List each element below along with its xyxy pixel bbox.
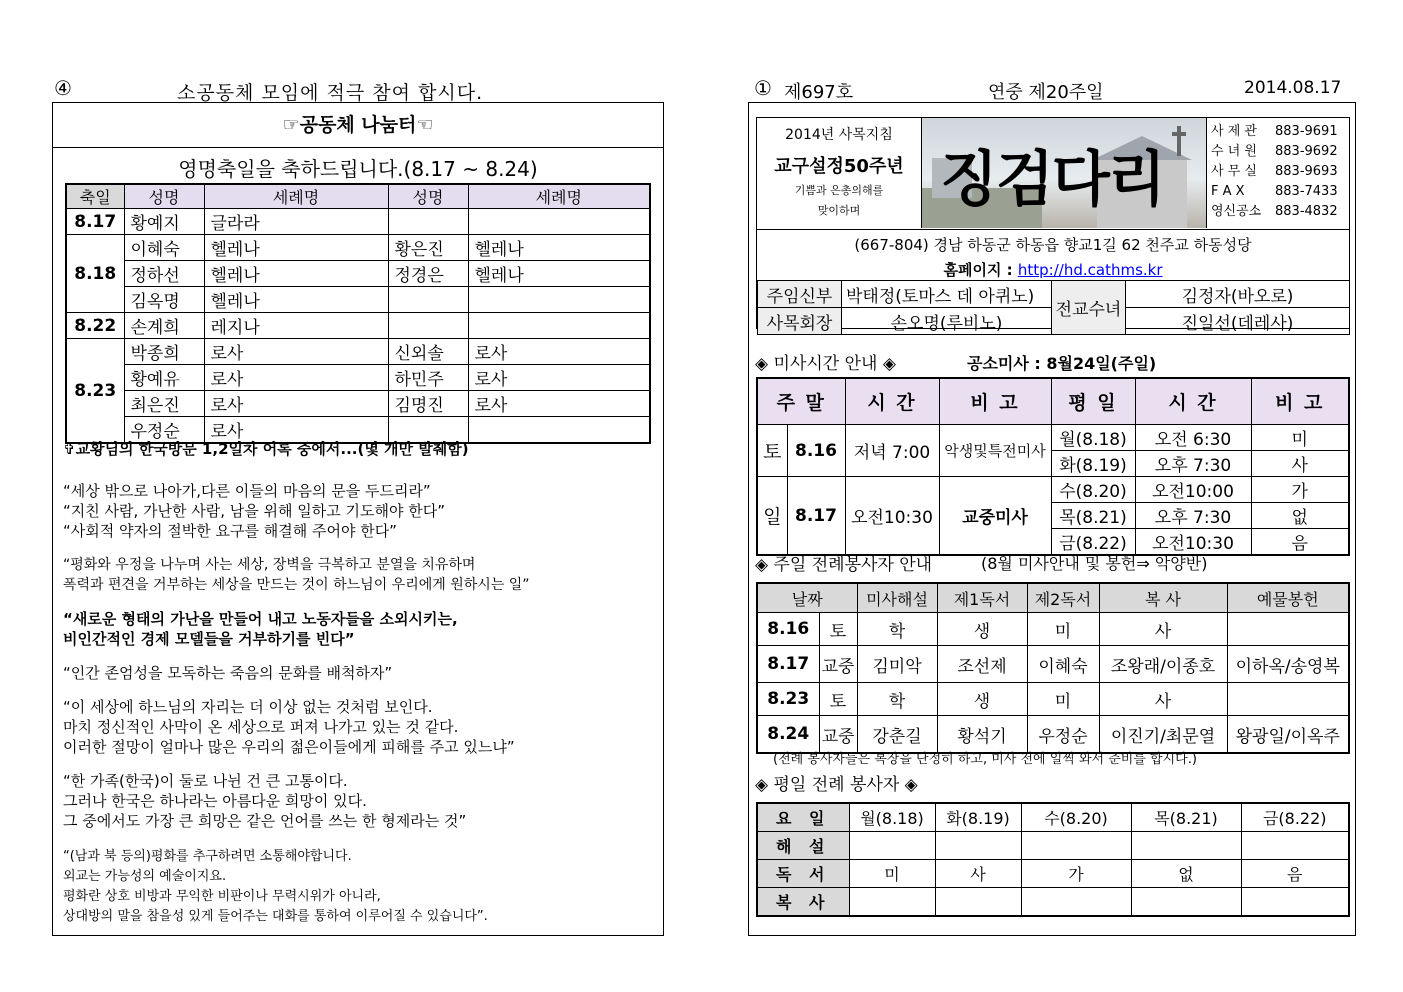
name-cell: 박종희 [124, 339, 204, 365]
col-header: 비 고 [1251, 378, 1349, 425]
quote-line: “한 가족(한국)이 둘로 나뉜 건 큰 고통이다. [63, 772, 348, 790]
contact-row: F A X 883-7433 [1211, 184, 1338, 199]
quote-line: 외교는 가능성의 예술이지요. [63, 869, 227, 884]
community-section [52, 102, 664, 936]
duty-day: 토 [819, 683, 857, 716]
table-row [757, 832, 1349, 860]
name-cell: 김명진 [388, 391, 468, 417]
col-header: 제2독서 [1027, 583, 1099, 613]
pastoral-motto [757, 118, 922, 228]
col-header: 성명 [124, 184, 204, 209]
feast-date: 8.18 [66, 235, 124, 313]
bulletin-logo: 징검다리 [940, 145, 1164, 215]
quote-line: 그 중에서도 가장 큰 희망은 같은 언어를 쓰는 한 형제라는 것” [63, 812, 467, 830]
duty-cell: 사 [1099, 683, 1227, 716]
council-label: 사목회장 [758, 308, 842, 335]
duty-cell: 조선제 [937, 646, 1027, 683]
quote-line: 이러한 절망이 얼마나 많은 우리의 젊은이들에게 피해를 주고 있느냐” [63, 738, 515, 756]
duty-day: 교중 [819, 716, 857, 754]
duty-cell: 생 [937, 613, 1027, 646]
duty-cell: 왕광일/이옥주 [1227, 716, 1349, 754]
table-row [757, 613, 1349, 646]
nun-label: 전교수녀 [1052, 281, 1126, 335]
table-row [757, 646, 1349, 683]
col-header: 미사해설 [857, 583, 937, 613]
contact-row: 사 무 실 883-9693 [1211, 164, 1338, 179]
quote-line: 평화란 상호 비방과 무익한 비판이나 무력시위가 아니라, [63, 889, 381, 904]
weekend-date: 8.16 [787, 425, 845, 477]
weekday-time: 오전10:30 [1135, 529, 1251, 556]
weekday-time: 오전 6:30 [1135, 425, 1251, 451]
motto-sub: 기쁨과 은총의해를 [794, 184, 884, 197]
quote-line: 비인간적인 경제 모델들을 거부하기를 빈다” [63, 630, 355, 648]
masthead [756, 117, 1350, 334]
row-label: 복 사 [757, 888, 849, 917]
issue-number: 제697호 [784, 82, 854, 103]
duty-cell [935, 888, 1021, 917]
col-header: 세례명 [204, 184, 388, 209]
quote-line: 마치 정신적인 사막이 온 세상으로 퍼져 나가고 있는 것 같다. [63, 718, 459, 736]
duty-cell [849, 832, 935, 860]
table-row [66, 235, 650, 261]
table-row [757, 683, 1349, 716]
duty-cell: 강춘길 [857, 716, 937, 754]
weekend-day: 일 [757, 477, 787, 556]
weekday-label: 월(8.18) [1051, 425, 1135, 451]
nun-name: 김정자(바오로) [1126, 281, 1350, 308]
duty-date: 8.23 [757, 683, 819, 716]
name-cell: 정경은 [388, 261, 468, 287]
duty-cell: 음 [1241, 860, 1349, 888]
col-header: 복 사 [1099, 583, 1227, 613]
duty-cell [1227, 613, 1349, 646]
weekday-note: 사 [1251, 451, 1349, 477]
duty-cell: 미 [1027, 683, 1099, 716]
address: (667-804) 경남 하동군 하동읍 향교1길 62 천주교 하동성당 [854, 236, 1252, 254]
quote-line: “세상 밖으로 나아가,다른 이들의 마음의 문을 두드리라” [63, 482, 431, 500]
baptism-cell: 헬레나 [204, 261, 388, 287]
duty-cell [1227, 683, 1349, 716]
duty-section-title: ◈ 주일 전례봉사자 안내 [755, 555, 933, 575]
table-row [66, 287, 650, 313]
nun-name: 진일선(데레사) [1126, 308, 1350, 335]
name-cell [388, 209, 468, 235]
duty-cell: 사 [1099, 613, 1227, 646]
duty-cell: 없 [1131, 860, 1241, 888]
name-cell: 우정순 [124, 417, 204, 444]
duty-date: 8.24 [757, 716, 819, 754]
pastor-label: 주임신부 [758, 281, 842, 308]
duty-cell: 사 [935, 860, 1021, 888]
duty-cell: 생 [937, 683, 1027, 716]
duty-cell [1241, 832, 1349, 860]
baptism-cell: 로사 [468, 339, 650, 365]
col-header: 화(8.19) [935, 803, 1021, 832]
weekday-time: 오후 7:30 [1135, 451, 1251, 477]
duty-cell [935, 832, 1021, 860]
duty-footer-note: (전례 봉사자들은 복장을 단정히 하고, 미사 전에 일찍 와서 준비를 합시다.) [773, 752, 1197, 767]
name-cell: 최은진 [124, 391, 204, 417]
bulletin-main [748, 102, 1356, 936]
duty-cell: 가 [1021, 860, 1131, 888]
weekday-note: 미 [1251, 425, 1349, 451]
table-row [66, 313, 650, 339]
col-header: 월(8.18) [849, 803, 935, 832]
baptism-cell: 로사 [468, 391, 650, 417]
pastor-name: 박태정(토마스 데 아퀴노) [842, 281, 1052, 308]
name-cell: 손계희 [124, 313, 204, 339]
weekday-section-title: ◈ 평일 전례 봉사자 ◈ [755, 775, 918, 795]
weekend-time: 저녁 7:00 [845, 425, 939, 477]
address-block [757, 229, 1349, 280]
duty-cell: 학 [857, 613, 937, 646]
weekday-time: 오전10:00 [1135, 477, 1251, 503]
weekday-note: 음 [1251, 529, 1349, 556]
name-cell [388, 313, 468, 339]
left-page-header [52, 76, 664, 102]
quotes-title: ✞교황님의 한국방문 1,2일차 어록 중에서...(몇 개만 발췌함) [63, 440, 469, 458]
birthday-table [65, 183, 651, 444]
col-header: 주 말 [757, 378, 845, 425]
name-cell: 황예지 [124, 209, 204, 235]
col-header: 비 고 [939, 378, 1051, 425]
duty-date: 8.17 [757, 646, 819, 683]
weekday-note: 없 [1251, 503, 1349, 529]
weekday-label: 수(8.20) [1051, 477, 1135, 503]
left-page-number: ④ [54, 76, 72, 100]
duty-cell: 학 [857, 683, 937, 716]
col-header: 시 간 [1135, 378, 1251, 425]
table-row [757, 477, 1349, 503]
duty-date: 8.16 [757, 613, 819, 646]
table-row [66, 261, 650, 287]
duty-cell [1021, 888, 1131, 917]
table-header-row [66, 184, 650, 209]
quote-line: “사회적 약자의 절박한 요구를 해결해 주어야 한다” [63, 522, 397, 540]
homepage-link[interactable]: http://hd.cathms.kr [1017, 261, 1163, 279]
baptism-cell: 헬레나 [204, 287, 388, 313]
table-row [66, 209, 650, 235]
section-title: ☞공동체 나눔터☜ [53, 103, 663, 148]
homepage-label: 홈페이지 : [943, 261, 1018, 279]
contact-row: 영신공소 883-4832 [1211, 204, 1338, 219]
duty-cell: 황석기 [937, 716, 1027, 754]
duty-cell: 미 [1027, 613, 1099, 646]
name-cell: 김옥명 [124, 287, 204, 313]
duty-section-note: (8월 미사안내 및 봉헌⇒ 악양반) [981, 554, 1208, 573]
motto-main: 교구설정50주년 [774, 156, 904, 177]
baptism-cell [468, 209, 650, 235]
col-header: 예물봉헌 [1227, 583, 1349, 613]
row-label: 요 일 [757, 803, 849, 832]
duty-cell: 이진기/최문열 [1099, 716, 1227, 754]
col-header: 날짜 [757, 583, 857, 613]
feast-date: 8.22 [66, 313, 124, 339]
table-row [66, 339, 650, 365]
mission-mass-note: 공소미사 : 8월24일(주일) [967, 354, 1157, 373]
baptism-cell: 글라라 [204, 209, 388, 235]
name-cell: 정하선 [124, 261, 204, 287]
weekend-day: 토 [757, 425, 787, 477]
right-page-number: ① [754, 76, 772, 100]
duty-cell [1241, 888, 1349, 917]
weekend-note: 교중미사 [939, 477, 1051, 556]
col-header: 목(8.21) [1131, 803, 1241, 832]
quote-line: 폭력과 편견을 거부하는 세상을 만드는 것이 하느님이 우리에게 원하시는 일” [63, 577, 530, 593]
mass-schedule-table [756, 377, 1350, 556]
duty-cell: 이혜숙 [1027, 646, 1099, 683]
col-header: 성명 [388, 184, 468, 209]
name-cell [388, 287, 468, 313]
col-header: 축일 [66, 184, 124, 209]
baptism-cell: 헬레나 [468, 261, 650, 287]
duty-cell [1131, 832, 1241, 860]
feast-date: 8.23 [66, 339, 124, 444]
row-label: 해 설 [757, 832, 849, 860]
weekday-note: 가 [1251, 477, 1349, 503]
duty-cell: 우정순 [1027, 716, 1099, 754]
weekend-note: 악생및특전미사 [939, 425, 1051, 477]
duty-day: 토 [819, 613, 857, 646]
quote-line: “(남과 북 등의)평화를 추구하려면 소통해야합니다. [63, 849, 352, 864]
duty-cell [1021, 832, 1131, 860]
sunday-duty-table [756, 582, 1350, 754]
col-header: 금(8.22) [1241, 803, 1349, 832]
weekday-label: 금(8.22) [1051, 529, 1135, 556]
baptism-cell: 로사 [204, 391, 388, 417]
baptism-cell: 로사 [204, 339, 388, 365]
row-label: 독 서 [757, 860, 849, 888]
staff-table [757, 280, 1350, 335]
duty-cell: 김미악 [857, 646, 937, 683]
duty-cell: 이하옥/송영복 [1227, 646, 1349, 683]
name-cell: 황예유 [124, 365, 204, 391]
council-name: 손오명(루비노) [842, 308, 1052, 335]
liturgical-week: 연중 제20주일 [988, 82, 1104, 103]
right-page-header [748, 76, 1356, 102]
table-row [66, 365, 650, 391]
duty-cell [849, 888, 935, 917]
baptism-cell: 헬레나 [204, 235, 388, 261]
quote-line: 상대방의 말을 참을성 있게 들어주는 대화를 통하여 이루어질 수 있습니다”. [63, 909, 488, 924]
quote-line: “지친 사람, 가난한 사람, 남을 위해 일하고 기도해야 한다” [63, 502, 446, 520]
baptism-cell: 로사 [468, 365, 650, 391]
quote-line: “평화와 우정을 나누며 사는 세상, 장벽을 극복하고 분열을 치유하며 [63, 557, 476, 573]
contact-row: 사 제 관 883-9691 [1211, 124, 1338, 139]
contact-list [1211, 122, 1349, 222]
quote-line: “이 세상에 하느님의 자리는 더 이상 없는 것처럼 보인다. [63, 698, 433, 716]
table-row [757, 888, 1349, 917]
weekday-label: 목(8.21) [1051, 503, 1135, 529]
name-cell: 황은진 [388, 235, 468, 261]
baptism-cell: 헬레나 [468, 235, 650, 261]
table-row [757, 425, 1349, 451]
baptism-cell [468, 417, 650, 444]
name-cell: 하민주 [388, 365, 468, 391]
weekday-time: 오후 7:30 [1135, 503, 1251, 529]
duty-cell [1131, 888, 1241, 917]
col-header: 시 간 [845, 378, 939, 425]
table-row [66, 391, 650, 417]
name-cell: 신외솔 [388, 339, 468, 365]
feast-date: 8.17 [66, 209, 124, 235]
col-header: 평 일 [1051, 378, 1135, 425]
motto-year: 2014년 사목지침 [785, 127, 893, 143]
weekday-duty-table [756, 802, 1350, 917]
bulletin-date: 2014.08.17 [1244, 78, 1342, 98]
baptism-cell [468, 313, 650, 339]
contact-row: 수 녀 원 883-9692 [1211, 144, 1338, 159]
col-header: 수(8.20) [1021, 803, 1131, 832]
baptism-cell: 로사 [204, 365, 388, 391]
motto-sub: 맞이하며 [817, 204, 861, 217]
baptism-cell: 레지나 [204, 313, 388, 339]
quote-line: 그러나 한국은 하나라는 아름다운 희망이 있다. [63, 792, 367, 810]
church-photo [922, 118, 1207, 228]
col-header: 제1독서 [937, 583, 1027, 613]
name-cell: 이혜숙 [124, 235, 204, 261]
duty-day: 교중 [819, 646, 857, 683]
weekday-label: 화(8.19) [1051, 451, 1135, 477]
weekend-time: 오전10:30 [845, 477, 939, 556]
weekend-date: 8.17 [787, 477, 845, 556]
quote-line: “인간 존엄성을 모독하는 죽음의 문화를 배척하자” [63, 664, 393, 682]
table-row [757, 860, 1349, 888]
duty-cell: 조왕래/이종호 [1099, 646, 1227, 683]
baptism-cell: 로사 [204, 417, 388, 444]
baptism-cell [468, 287, 650, 313]
col-header: 세례명 [468, 184, 650, 209]
left-header-title: 소공동체 모임에 적극 참여 합시다. [177, 82, 484, 104]
quote-line: “새로운 형태의 가난을 만들어 내고 노동자들을 소외시키는, [63, 610, 458, 628]
duty-cell: 미 [849, 860, 935, 888]
mass-section-title: ◈ 미사시간 안내 ◈ [755, 354, 896, 374]
birthday-title: 영명축일을 축하드립니다.(8.17 ~ 8.24) [178, 157, 538, 181]
